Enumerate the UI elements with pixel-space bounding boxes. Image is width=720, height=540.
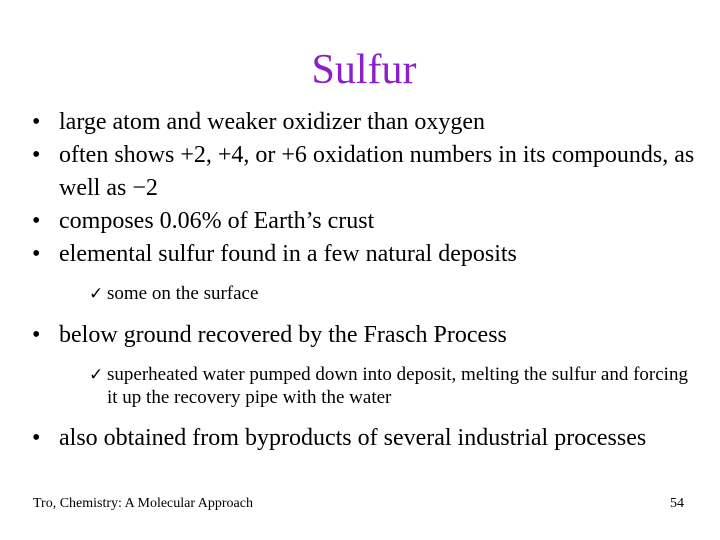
bullet-item [32, 319, 702, 352]
bullet-item [32, 238, 702, 271]
checkmark-icon: ✓ [89, 284, 104, 303]
sub-bullet-item [32, 363, 702, 409]
bullet-item [32, 139, 702, 205]
footer-source: Tro, Chemistry: A Molecular Approach [33, 496, 253, 511]
bullet-item [32, 422, 702, 455]
bullet-item [32, 106, 702, 139]
sub-bullet-item [32, 282, 702, 305]
bullet-dot-icon: • [32, 109, 41, 135]
bullet-text: elemental sulfur found in a few natural deposits [59, 241, 517, 267]
bullet-dot-icon: • [32, 241, 41, 267]
sub-bullet-text: superheated water pumped down into deposit, melting the sulfur and forcing it up the recovery pipe with the water [107, 364, 688, 408]
page-number: 54 [670, 496, 684, 511]
slide-title: Sulfur [311, 47, 417, 93]
bullet-text: composes 0.06% of Earth’s crust [59, 208, 375, 234]
bullet-dot-icon: • [32, 425, 41, 451]
bullet-text: large atom and weaker oxidizer than oxygen [59, 109, 486, 135]
checkmark-icon: ✓ [89, 365, 104, 384]
bullet-dot-icon: • [32, 208, 41, 234]
bullet-text: below ground recovered by the Frasch Process [59, 322, 507, 348]
bullet-text: often shows +2, +4, or +6 oxidation numbers in its compounds, as well as −2 [59, 142, 695, 201]
slide-content [32, 106, 702, 455]
bullet-dot-icon: • [32, 322, 41, 348]
bullet-item [32, 205, 702, 238]
bullet-dot-icon: • [32, 142, 41, 168]
bullet-text: also obtained from byproducts of several industrial processes [59, 425, 647, 451]
sub-bullet-text: some on the surface [107, 283, 259, 304]
